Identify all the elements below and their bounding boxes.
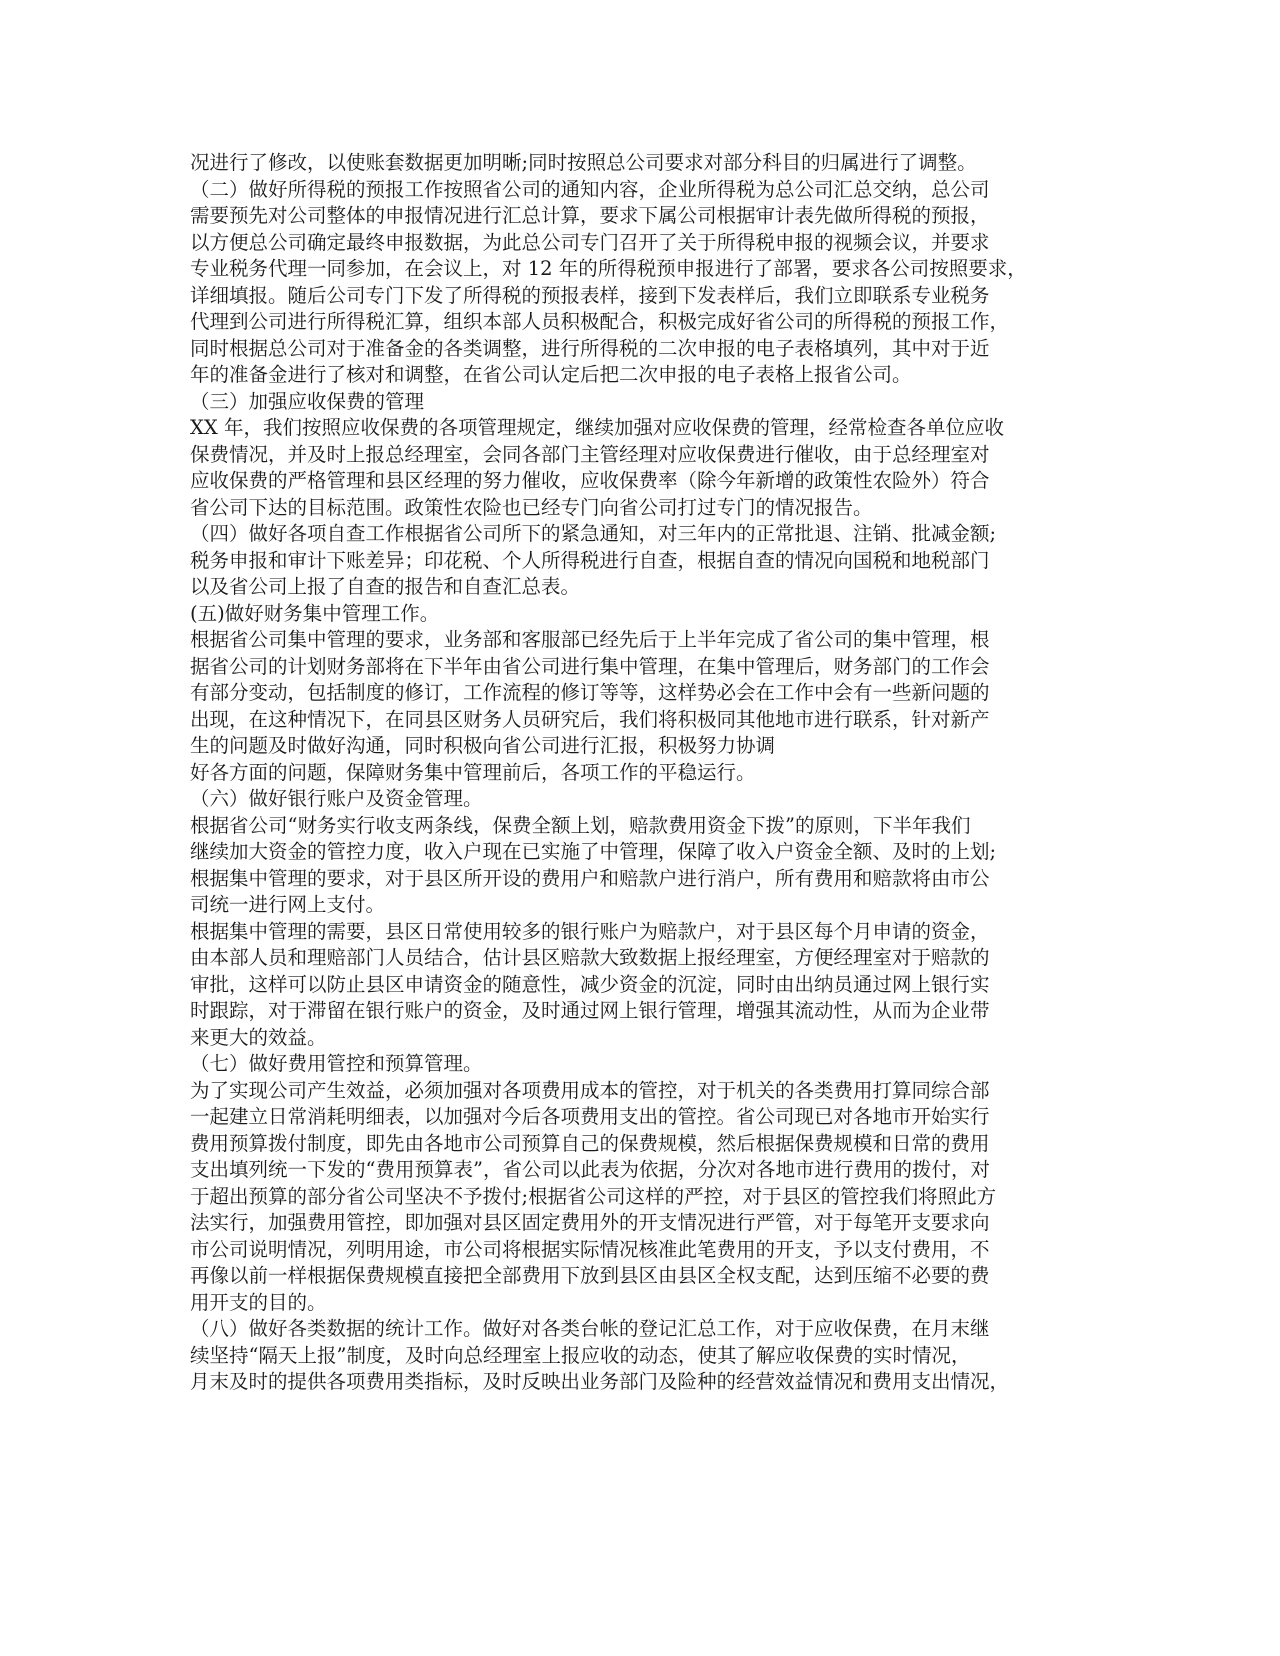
text-line: 出现，在这种情况下，在同县区财务人员研究后，我们将积极同其他地市进行联系，针对新产 xyxy=(190,707,990,731)
text-line: 根据集中管理的要求，对于县区所开设的费用户和赔款户进行消户，所有费用和赔款将由市公 xyxy=(190,866,990,890)
text-line: 为了实现公司产生效益，必须加强对各项费用成本的管控，对于机关的各类费用打算同综合部 xyxy=(190,1078,990,1102)
text-line: 专业税务代理一同参加，在会议上，对 12 年的所得税预申报进行了部署，要求各公司按照要求， xyxy=(190,257,1027,280)
text-line: 以及省公司上报了自查的报告和自查汇总表。 xyxy=(190,575,581,598)
text-line: 好各方面的问题，保障财务集中管理前后，各项工作的平稳运行。 xyxy=(190,760,756,784)
text-line: 省公司下达的目标范围。政策性农险也已经专门向省公司打过专门的情况报告。 xyxy=(190,495,873,519)
text-line: 根据集中管理的需要，县区日常使用较多的银行账户为赔款户，对于县区每个月申请的资金， xyxy=(190,919,990,943)
text-line: 代理到公司进行所得税汇算，组织本部人员积极配合，积极完成好省公司的所得税的预报工作， xyxy=(190,310,1010,333)
text-line: 月末及时的提供各项费用类指标，及时反映出业务部门及险种的经营效益情况和费用支出情况， xyxy=(190,1370,1010,1393)
text-line: 需要预先对公司整体的申报情况进行汇总计算，要求下属公司根据审计表先做所得税的预报， xyxy=(190,204,990,227)
text-line: 同时根据总公司对于准备金的各类调整，进行所得税的二次申报的电子表格填列，其中对于近 xyxy=(190,336,990,360)
text-line: XX 年，我们按照应收保费的各项管理规定，继续加强对应收保费的管理，经常检查各单位应收 xyxy=(190,416,1004,439)
text-line: 况进行了修改，以使账套数据更加明晰;同时按照总公司要求对部分科目的归属进行了调整。 xyxy=(190,151,977,174)
text-line: 费用预算拨付制度，即先由各地市公司预算自己的保费规模，然后根据保费规模和日常的费用 xyxy=(190,1131,990,1155)
text-line: 据省公司的计划财务部将在下半年由省公司进行集中管理，在集中管理后，财务部门的工作会 xyxy=(190,654,990,678)
document-body xyxy=(190,150,1090,1396)
text-line: 有部分变动，包括制度的修订，工作流程的修订等等，这样势必会在工作中会有一些新问题的 xyxy=(190,681,990,704)
text-line: 时跟踪，对于滞留在银行账户的资金，及时通过网上银行管理，增强其流动性，从而为企业带 xyxy=(190,999,990,1022)
text-line: 以方便总公司确定最终申报数据，为此总公司专门召开了关于所得税申报的视频会议，并要求 xyxy=(190,230,990,254)
text-line: 用开支的目的。 xyxy=(190,1290,327,1314)
text-line: 司统一进行网上支付。 xyxy=(190,893,386,916)
text-line: 由本部人员和理赔部门人员结合，估计县区赔款大致数据上报经理室，方便经理室对于赔款的 xyxy=(190,946,990,969)
text-line: 审批，这样可以防止县区申请资金的随意性，减少资金的沉淀，同时由出纳员通过网上银行实 xyxy=(190,972,990,996)
text-line: 根据省公司“财务实行收支两条线，保费全额上划，赔款费用资金下拨”的原则，下半年我们 xyxy=(190,813,971,837)
text-line: 续坚持“隔天上报”制度，及时向总经理室上报应收的动态，使其了解应收保费的实时情况， xyxy=(190,1343,971,1367)
text-line: 根据省公司集中管理的要求，业务部和客服部已经先后于上半年完成了省公司的集中管理，根 xyxy=(190,628,990,651)
text-line: 支出填列统一下发的“费用预算表”，省公司以此表为依据，分次对各地市进行费用的拨付，对 xyxy=(190,1158,990,1181)
text-line: 一起建立日常消耗明细表，以加强对今后各项费用支出的管控。省公司现已对各地市开始实行 xyxy=(190,1105,990,1128)
text-line: 应收保费的严格管理和县区经理的努力催收，应收保费率（除今年新增的政策性农险外）符合 xyxy=(190,469,990,492)
text-line: 市公司说明情况，列明用途，市公司将根据实际情况核准此笔费用的开支，予以支付费用，不 xyxy=(190,1237,990,1261)
text-line: （二）做好所得税的预报工作按照省公司的通知内容，企业所得税为总公司汇总交纳，总公司 xyxy=(190,177,990,201)
text-line: (五)做好财务集中管理工作。 xyxy=(190,601,440,625)
text-line: （七）做好费用管控和预算管理。 xyxy=(190,1052,483,1075)
text-line: 法实行，加强费用管控，即加强对县区固定费用外的开支情况进行严管，对于每笔开支要求向 xyxy=(190,1211,990,1234)
text-line: （三）加强应收保费的管理 xyxy=(190,389,425,413)
text-line: 保费情况，并及时上报总经理室，会同各部门主管经理对应收保费进行催收，由于总经理室对 xyxy=(190,442,990,466)
text-line: （八）做好各类数据的统计工作。做好对各类台帐的登记汇总工作，对于应收保费，在月末继 xyxy=(190,1317,990,1340)
text-line: 生的问题及时做好沟通，同时积极向省公司进行汇报，积极努力协调 xyxy=(190,734,776,757)
text-line: 税务申报和审计下账差异；印花税、个人所得税进行自查，根据自查的情况向国税和地税部门 xyxy=(190,548,990,572)
text-line: 再像以前一样根据保费规模直接把全部费用下放到县区由县区全权支配，达到压缩不必要的费 xyxy=(190,1264,990,1287)
text-line: 年的准备金进行了核对和调整，在省公司认定后把二次申报的电子表格上报省公司。 xyxy=(190,363,912,386)
text-line: （四）做好各项自查工作根据省公司所下的紧急通知，对三年内的正常批退、注销、批减金额; xyxy=(190,522,997,545)
text-line: 于超出预算的部分省公司坚决不予拨付;根据省公司这样的严控，对于县区的管控我们将照此方 xyxy=(190,1184,997,1208)
text-line: 继续加大资金的管控力度，收入户现在已实施了中管理，保障了收入户资金全额、及时的上划; xyxy=(190,840,997,863)
text-line: （六）做好银行账户及资金管理。 xyxy=(190,787,483,810)
text-line: 详细填报。随后公司专门下发了所得税的预报表样，接到下发表样后，我们立即联系专业税务 xyxy=(190,283,990,307)
text-line: 来更大的效益。 xyxy=(190,1025,327,1049)
